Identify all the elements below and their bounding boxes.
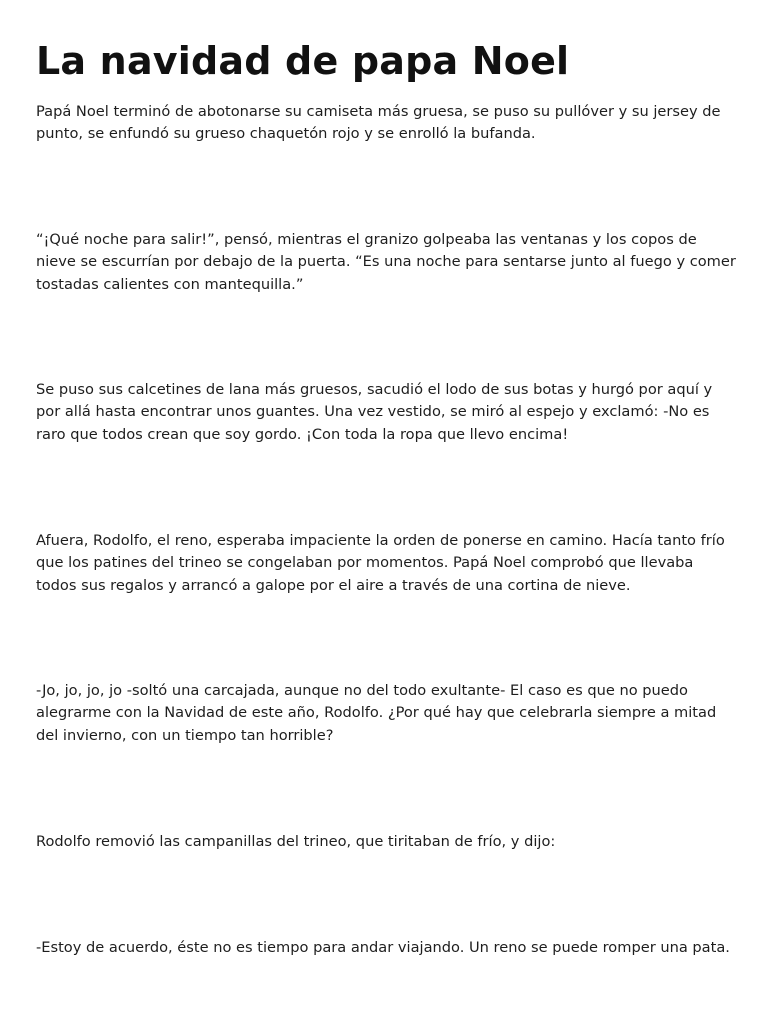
paragraph-1: Papá Noel terminó de abotonarse su camiseta más gruesa, se puso su pullóver y su jersey de punto, se enfundó su grueso chaquetón rojo y se enrolló la bufanda. — [36, 103, 721, 143]
document-title: La navidad de papa Noel — [36, 39, 570, 83]
paragraph-7: -Estoy de acuerdo, éste no es tiempo para andar viajando. Un reno se puede romper una pata. — [36, 939, 730, 956]
paragraph-4: Afuera, Rodolfo, el reno, esperaba impaciente la orden de ponerse en camino. Hacía tanto frío que los patines del trineo se congelaban por momentos. Papá Noel comprobó que llevaba todos sus regalos y arrancó a galope por el aire a través de una cortina de nieve. — [36, 532, 725, 594]
paragraph-3: Se puso sus calcetines de lana más gruesos, sacudió el lodo de sus botas y hurgó por aquí y por allá hasta encontrar unos guantes. Una vez vestido, se miró al espejo y exclamó: -No es raro que todos crean que soy gordo. ¡Con toda la ropa que llevo encima! — [36, 381, 713, 443]
paragraph-6: Rodolfo removió las campanillas del trineo, que tiritaban de frío, y dijo: — [36, 833, 556, 850]
paragraph-5: -Jo, jo, jo, jo -soltó una carcajada, aunque no del todo exultante- El caso es que no puedo alegrarme con la Navidad de este año, Rodolfo. ¿Por qué hay que celebrarla siempre a mitad del invierno, con un tiempo tan horrible? — [36, 682, 717, 744]
paragraph-2: “¡Qué noche para salir!”, pensó, mientras el granizo golpeaba las ventanas y los copos de nieve se escurrían por debajo de la puerta. “Es una noche para sentarse junto al fuego y comer tostadas calientes con mantequilla.” — [36, 231, 736, 293]
